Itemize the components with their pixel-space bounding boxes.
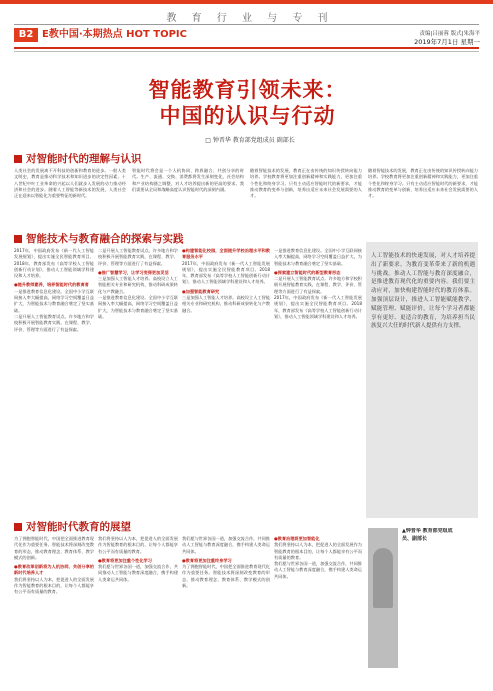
subheading: ●构建智能化校园，全面提升学校治理水平和教育服务水平 (182, 248, 270, 260)
top-accent-bar (0, 0, 493, 4)
headline-line-1: 智能教育引领未来： (148, 78, 347, 102)
section2-column-4: 一是推进教育信息化建设。全国中小学互联网接入率大幅提高，网络学习空间覆盖日益扩大，为智能技术与教育融合奠定了坚实基础。 ●探索建立智能时代的新型教育形态 二是开展人工智能教育试点。许多地方和学校积极开展智能教育实践，在课程、教学、评价、管理等方面进行了有益探索。 2017年，中国政府发布《新一代人工智能发展规划》，提出实施全民智能教育项目。2018年，教育部发布《高等学校人工智能创新行动计划》，推动人工智能领域学科建设和人才培养。 (274, 248, 362, 319)
section3-column-1: 为了拥抱智能时代，中国把全面推进教育现代化作为重要任务。智能技术将深刻改变教育的形态，推动教育理念、教育体系、教学模式的创新。 ●教育改革创新将为人机协同、共创分享的新时代培养人才 我们将坚持以人为本，把促进人的全面发展作为智能教育的根本目的，让每个人都能享有公平而有质量的教育。 (14, 536, 94, 595)
section2-column-1: 2017年，中国政府发布《新一代人工智能发展规划》，提出实施全民智能教育项目。2018年，教育部发布《高等学校人工智能创新行动计划》，推动人工智能领域学科建设和人才培养。 ●提升教师素养，培养智能时代的教育者 一是推进教育信息化建设。全国中小学互联网接入率大幅提高，网络学习空间覆盖日益扩大，为智能技术与教育融合奠定了坚实基础。 二是开展人工智能教育试点。许多地方和学校积极开展智能教育实践，在课程、教学、评价、管理等方面进行了有益探索。 (14, 248, 94, 332)
author-photo (368, 528, 398, 668)
subheading: ●教育将更加注重个性化学习 (98, 557, 152, 563)
subheading: ●提升教师素养，培养智能时代的教育者 (14, 282, 89, 288)
section-title: E教中国·本期热点 HOT TOPIC (42, 29, 187, 40)
page-number: B2 (14, 28, 38, 42)
editor-info: 责编|吕丽蓉 版式|朱海平 (419, 31, 480, 37)
header-red-rule (14, 47, 479, 49)
headline-line-2: 中国的认识与行动 (159, 104, 336, 128)
masthead-motto: 教 育 行 业 与 专 刊 (166, 13, 334, 24)
heading-square-icon (14, 155, 22, 163)
subheading: ●推广智慧学习，让学习变得更加灵活 (98, 269, 169, 275)
section3-column-4: ●教育治理将更加智能化 我们将坚持以人为本，把促进人的全面发展作为智能教育的根本目的，让每个人都能享有公平而有质量的教育。 我们愿与世界各国一道，加强交流合作，共同推动人工智能与教育深度融合，携手构建人类命运共同体。 (274, 536, 362, 579)
section3-column-2: 我们将坚持以人为本，把促进人的全面发展作为智能教育的根本目的，让每个人都能享有公平而有质量的教育。 ●教育将更加注重个性化学习 我们愿与世界各国一道，加强交流合作，共同推动人工智能与教育深度融合，携手构建人类命运共同体。 (98, 536, 178, 582)
byline: □ 钟晋华 教育部党组成员 副部长 (205, 137, 295, 144)
section1-column-2: 智能时代将会是一个人机协同、跨界融合、共创分享的时代。生产、流通、交换、消费都将发生深刻变化，社会结构和产业结构随之调整，对人才培养提出新的更高的要求。我们需要从全局和战略高度认识智能时代的深刻内涵。 (132, 168, 244, 192)
photo-caption: ▲钟晋华 教育部党组成员、副部长 (402, 528, 453, 542)
subheading: ●教育治理将更加智能化 (274, 536, 320, 541)
subheading: ●教育改革创新将为人机协同、共创分享的新时代培养人才 (14, 564, 94, 576)
section-heading-3: 对智能时代教育的展望 (14, 520, 364, 534)
sidebar-text: 人工智能技术的快速发展，对人才培养提出了新要求。为教育变革带来了新的机遇与挑战。推动人工智能与教育深度融合，是推进教育现代化的重要内容。我们要主动应对，加快构建智能时代的教育体系。加强顶层设计，推进人工智能赋能教学、赋能管理、赋能评价，让每个学习者都能享有更好、更适合的教育，为培养担当民族复兴大任的时代新人提供有力支撑。 (371, 253, 475, 330)
section1-column-1: 人类社会的发展离不开科技的创新和教育的进步。一般人类文明史，教育是推动科学技术和知识进步的决定性因素。十八世纪中叶工业革命的兴起以人们就步入发展的动力推动经济和社会的进步。随着人工智能等新技术的发展，人类社会正在迎来以智能化为重要特征的新时代。 (14, 168, 126, 199)
subheading: ●教育将更加注重终身学习 (182, 557, 232, 563)
header-thin-rule (14, 51, 479, 52)
section-heading-1: 对智能时代的理解与认识 (14, 152, 364, 166)
subheading: ●探索建立智能时代的新型教育形态 (274, 269, 341, 275)
section-heading-2: 智能技术与教育融合的探索与实践 (14, 232, 364, 246)
section3-column-3: 我们愿与世界各国一道，加强交流合作，共同推动人工智能与教育深度融合，携手构建人类命运共同体。 ●教育将更加注重终身学习 为了拥抱智能时代，中国把全面推进教育现代化作为重要任务。智能技术将深刻改变教育的形态，推动教育理念、教育体系、教学模式的创新。 (182, 536, 270, 589)
subheading: ●加强智能教育研究 (182, 288, 220, 294)
section1-column-4: 随着智能技术的发展，教育正在由传统的知识传授转向能力培养。学校教育将更加注重创新精神和实践能力，更加注重个性化和终身学习。只有主动适应智能时代的新要求，才能推动教育的变革与创新，培养出适应未来社会发展需要的人才。 (368, 168, 478, 199)
issue-date: 2019年7月1日 星期一 (414, 38, 480, 46)
masthead-rule (14, 24, 479, 25)
section1-column-3: 随着智能技术的发展，教育正在由传统的知识传授转向能力培养。学校教育将更加注重创新精神和实践能力，更加注重个性化和终身学习。只有主动适应智能时代的新要求，才能推动教育的变革与创新，培养出适应未来社会发展需要的人才。 (250, 168, 362, 199)
section2-column-2: 二是开展人工智能教育试点。许多地方和学校积极开展智能教育实践，在课程、教学、评价、管理等方面进行了有益探索。 ●推广智慧学习，让学习变得更加灵活 三是加强人工智能人才培养。高校设立人工智能相关专业和研究机构，推动科研成果转化与产教融合。 一是推进教育信息化建设。全国中小学互联网接入率大幅提高，网络学习空间覆盖日益扩大，为智能技术与教育融合奠定了坚实基础。 (98, 248, 178, 319)
section2-column-3: ●构建智能化校园，全面提升学校治理水平和教育服务水平 2017年，中国政府发布《新一代人工智能发展规划》，提出实施全民智能教育项目。2018年，教育部发布《高等学校人工智能创新行动计划》，推动人工智能领域学科建设和人才培养。 ●加强智能教育研究 三是加强人工智能人才培养。高校设立人工智能相关专业和研究机构，推动科研成果转化与产教融合。 (182, 248, 270, 313)
heading-square-icon (14, 235, 22, 243)
heading-square-icon (14, 523, 22, 531)
